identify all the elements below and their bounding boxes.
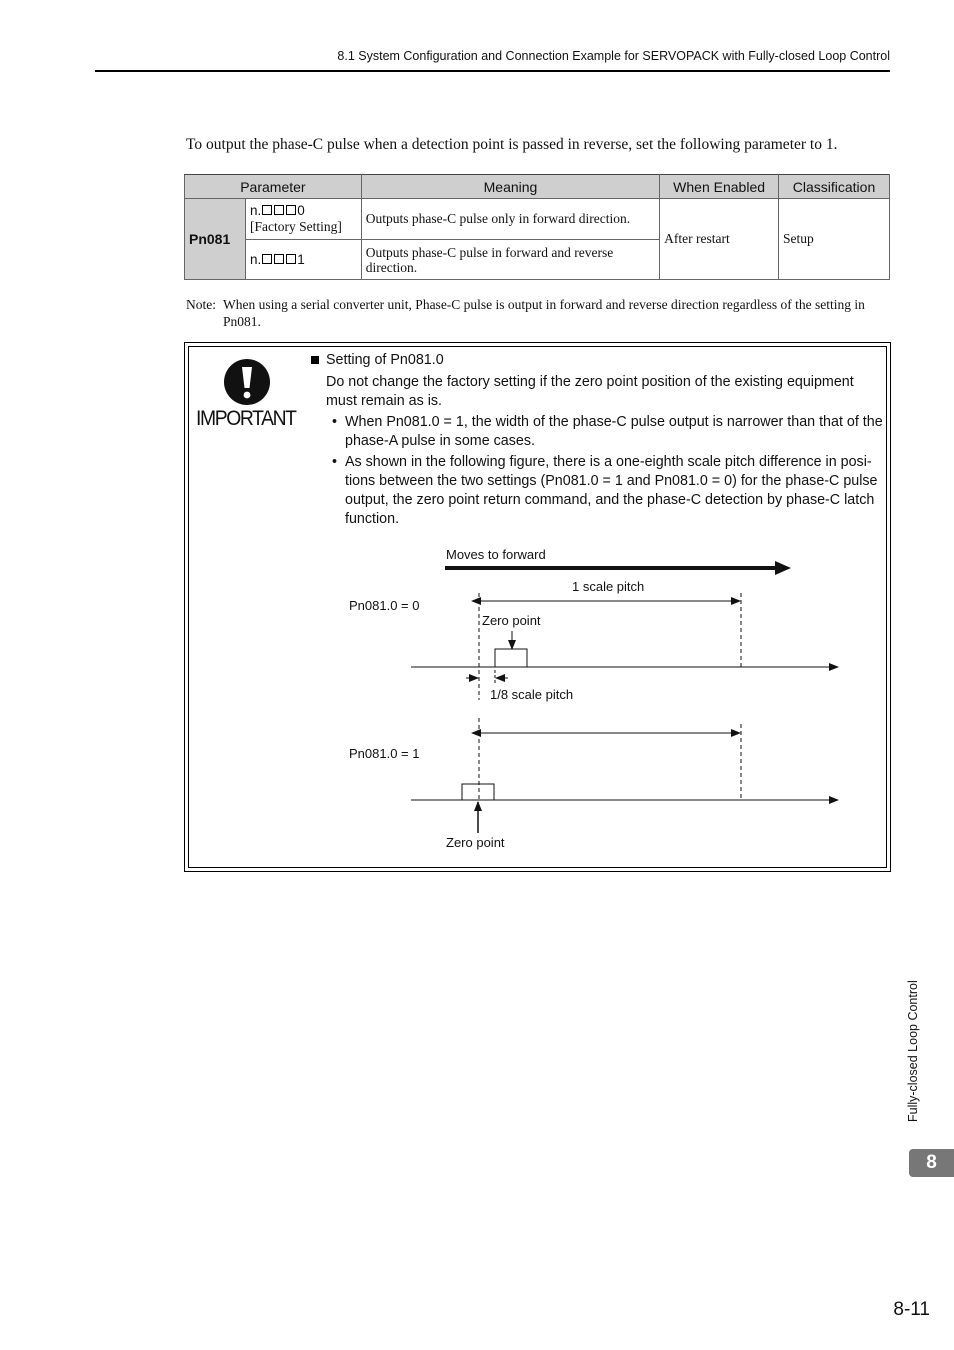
zero-point-label-bottom: Zero point	[446, 835, 505, 850]
phase-c-pulse-0	[495, 649, 527, 667]
when-enabled-value: After restart	[660, 199, 779, 280]
setting0-label: Pn081.0 = 0	[349, 598, 420, 613]
page-number: 8-11	[893, 1299, 930, 1320]
param-meaning: Outputs phase-C pulse in forward and reverse direction.	[361, 240, 659, 280]
note-label: Note:	[186, 297, 216, 312]
zero-point-label-top: Zero point	[482, 613, 541, 628]
intro-paragraph: To output the phase-C pulse when a detection point is passed in reverse, set the following parameter to 1.	[186, 136, 838, 153]
param-value: n. 0 [Factory Setting]	[245, 199, 361, 240]
list-item: • As shown in the following figure, there is a one-eighth scale pitch difference in posi-tions between the two settings (Pn081.0 = 1 and Pn081.0 = 0) for the phase-C pulse output, the zero point return command, and the phase-C detection by phase-C latch function.	[308, 453, 886, 529]
chapter-tab: 8	[909, 1149, 954, 1177]
side-tab-label: Fully-closed Loop Control	[906, 980, 920, 1122]
note-text: When using a serial converter unit, Phase-C pulse is output in forward and reverse direction regardless of the setting in Pn081.	[223, 297, 865, 329]
col-header-parameter: Parameter	[185, 175, 362, 199]
col-header-meaning: Meaning	[361, 175, 659, 199]
col-header-when-enabled: When Enabled	[660, 175, 779, 199]
forward-arrow-head	[775, 561, 791, 575]
eighth-pitch-label: 1/8 scale pitch	[490, 687, 574, 702]
param-number: Pn081	[185, 199, 246, 280]
important-paragraph: Do not change the factory setting if the zero point position of the existing equipment must remain as is.	[326, 374, 854, 409]
phase-c-pulse-1	[462, 784, 494, 800]
important-label: IMPORTANT	[196, 407, 296, 430]
param-value: n. 1	[245, 240, 361, 280]
setting1-label: Pn081.0 = 1	[349, 746, 420, 761]
classification-value: Setup	[779, 199, 890, 280]
param-meaning: Outputs phase-C pulse only in forward direction.	[361, 199, 659, 240]
side-tab	[872, 960, 952, 1125]
running-header: 8.1 System Configuration and Connection Example for SERVOPACK with Fully-closed Loop Control	[337, 49, 890, 63]
important-heading: Setting of Pn081.0	[308, 351, 886, 370]
col-header-classification: Classification	[779, 175, 890, 199]
moves-forward-label: Moves to forward	[446, 547, 546, 562]
scale-pitch-label: 1 scale pitch	[572, 579, 645, 594]
list-item: • When Pn081.0 = 1, the width of the phase-C pulse output is narrower than that of the phase-A pulse in some cases.	[308, 413, 886, 451]
